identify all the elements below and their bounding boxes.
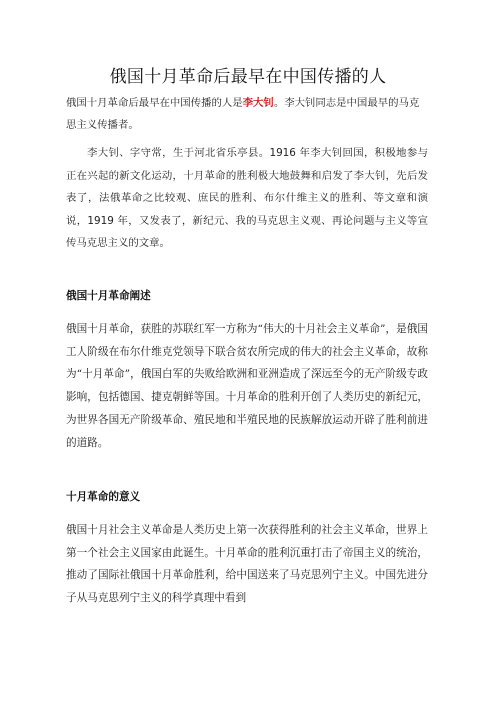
page-title: 俄国十月革命后最早在中国传播的人 (109, 67, 387, 87)
section-heading-significance: 十月革命的意义 (66, 491, 141, 503)
intro-text-after: 。李大钊同志是中国最早的马克思主义传播者。 (66, 97, 420, 131)
section-heading-october-revolution: 俄国十月革命阐述 (66, 290, 151, 302)
intro-text-before: 俄国十月革命后最早在中国传播的人是 (66, 97, 243, 109)
intro-paragraph (66, 92, 428, 136)
biography-paragraph: 李大钊、字守常，生于河北省乐亭县。1916 年李大钊回国，积极地参与正在兴起的新文化运动，十月革命的胜利极大地鼓舞和启发了李大钊，先后发表了，法俄革命之比较观、庶民的胜利、布尔什维主义的胜利、等文章和演说，1919 年，又发表了，新纪元、我的马克思主义观、再论问题与主义等宣传马克思主义的文章。 (66, 147, 428, 249)
highlighted-name: 李大钊 (242, 97, 274, 109)
section-body-significance: 俄国十月社会主义革命是人类历史上第一次获得胜利的社会主义革命，世界上第一个社会主义国家由此诞生。十月革命的胜利沉重打击了帝国主义的统治，推动了国际社俄国十月革命胜利，给中国送来了马克思列宁主义。中国先进分子从马克思列宁主义的科学真理中看到 (66, 524, 428, 605)
section-body-october-revolution: 俄国十月革命，获胜的苏联红军一方称为“伟大的十月社会主义革命”，是俄国工人阶级在布尔什维克党领导下联合贫农所完成的伟大的社会主义革命，故称为“十月革命”，俄国白军的失败给欧洲和亚洲造成了深远至今的无产阶级专政影响，包括德国、捷克朝鲜等国。十月革命的胜利开创了人类历史的新纪元，为世界各国无产阶级革命、殖民地和半殖民地的民族解放运动开辟了胜利前进的道路。 (66, 323, 428, 449)
